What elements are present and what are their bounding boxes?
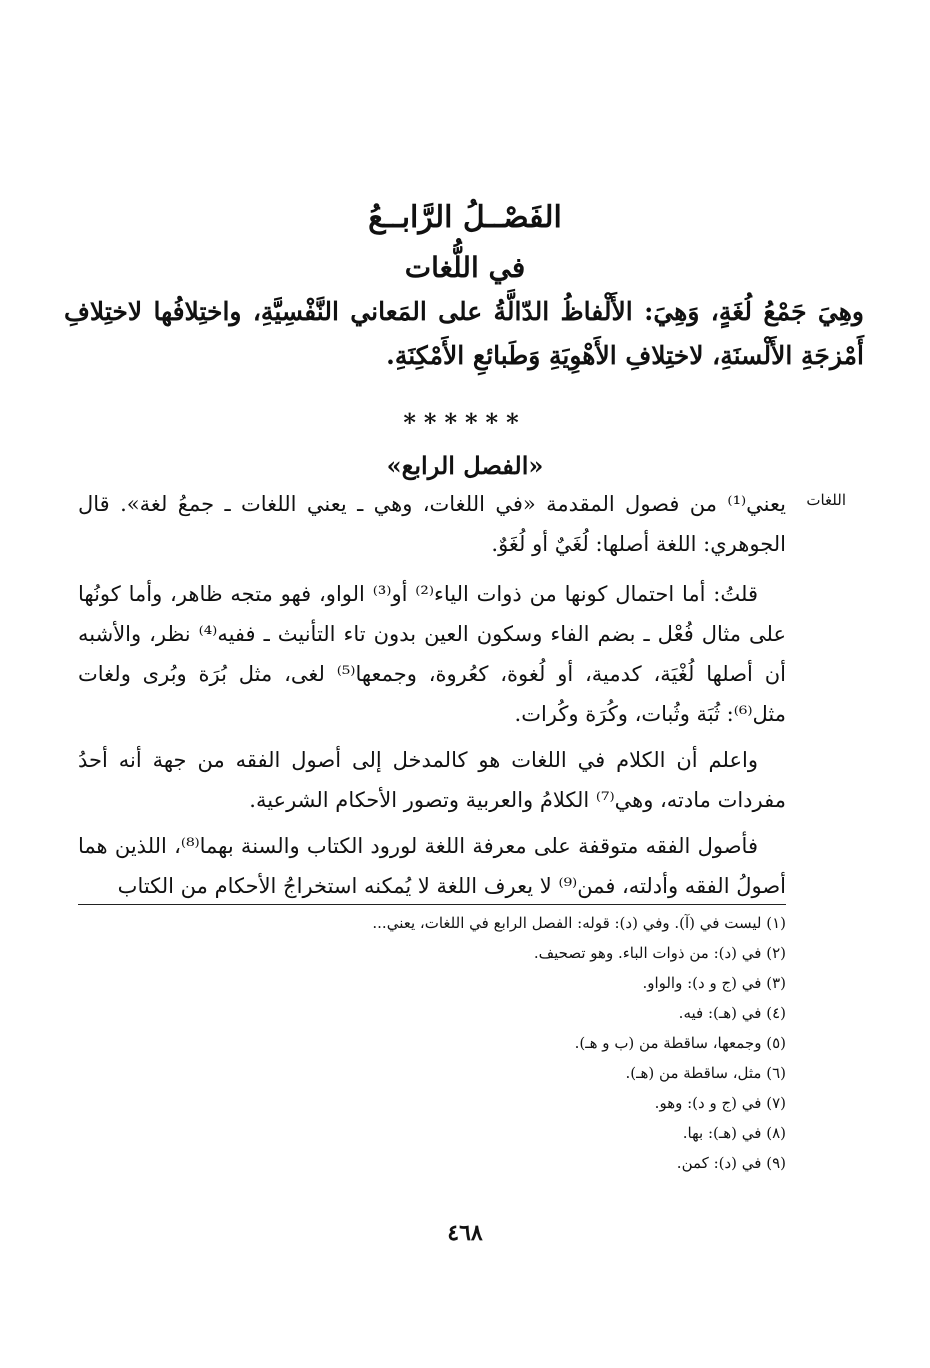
body-paragraph: يعني⁽¹⁾ من فصول المقدمة «في اللغات، وهي ـ يعني اللغات ـ جمعُ لغة». قال الجوهري: اللغة أصلها: لُغَيٌ أو لُغَوٌ. — [78, 492, 786, 556]
margin-note: اللغات — [806, 491, 846, 509]
footnote: (٦) مثل، ساقطة من (هـ). — [625, 1064, 786, 1082]
chapter-title: الفَصْــلُ الرَّابــعُ — [368, 200, 562, 235]
page-number: ٤٦٨ — [447, 1220, 483, 1246]
asterisk-separator: ****** — [403, 408, 527, 437]
footnote: (٨) في (هـ): بها. — [682, 1124, 786, 1142]
body-paragraph: فأصول الفقه متوقفة على معرفة اللغة لورود الكتاب والسنة بهما⁽⁸⁾، اللذين هما أصولُ الفقه وأدلته، فمن⁽⁹⁾ لا يعرف اللغة لا يُمكنه استخراجُ الأحكام من الكتاب — [78, 834, 786, 898]
body-paragraph: قلتُ: أما احتمال كونها من ذوات الياء⁽²⁾ أو⁽³⁾ الواو، فهو متجه ظاهر، وأما كونُها على مثال فُعْل ـ بضم الفاء وسكون العين بدون تاء التأنيث ـ ففيه⁽⁴⁾ نظر، والأشبه أن أصلها لُغْيَة، كدمية، أو لُغوة، كعُروة، وجمعها⁽⁵⁾ لغى، مثل بُرَة وبُرى ولغات مثل⁽⁶⁾: ثُبَة وثُبات، وكُرَة وكُرات. — [78, 582, 786, 726]
footnote: (٩) في (د): كمن. — [676, 1154, 786, 1172]
footnote: (٢) في (د): من ذوات الباء. وهو تصحيف. — [533, 944, 786, 962]
footnote: (٤) في (هـ): فيه. — [678, 1004, 786, 1022]
footnote: (٣) في (ج و د): والواو. — [642, 974, 786, 992]
chapter-subtitle: في اللُّغات — [404, 251, 526, 284]
footnote: (١) ليست في (آ). وفي (د): قوله: الفصل الرابع في اللغات، يعني... — [372, 914, 786, 932]
footnotes — [78, 908, 786, 1178]
footnote: (٥) وجمعها، ساقطة من (ب و هـ). — [574, 1034, 786, 1052]
body-paragraph: واعلم أن الكلام في اللغات هو كالمدخل إلى أصول الفقه من جهة أنه أحدُ مفردات مادته، وهي⁽⁷⁾ الكلامُ والعربية وتصور الأحكام الشرعية. — [78, 748, 786, 812]
section-heading: «الفصل الرابع» — [386, 451, 544, 480]
footnote: (٧) في (ج و د): وهو. — [654, 1094, 786, 1112]
body-text — [78, 484, 786, 912]
footnote-rule — [78, 904, 786, 905]
chapter-description: وهِيَ جَمْعُ لُغَةٍ، وَهِيَ: الأَلْفاظُ الدّالَّةُ على المَعاني النَّفْسِيَّةِ، واختِلافُها لاختِلافِ أَمْزجَةِ الأَلْسنَةِ، لاختِلافِ الأَهْوِيَةِ وَطَبائعِ الأَمْكِنَةِ. — [64, 297, 864, 370]
